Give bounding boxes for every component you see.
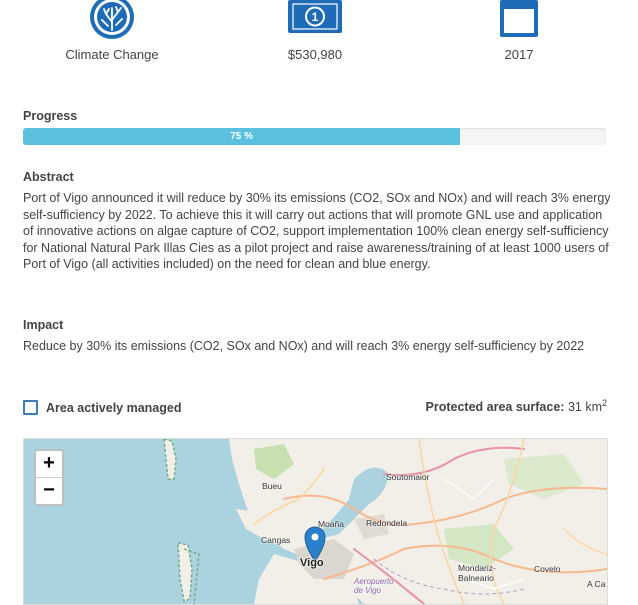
- map-label-redondela: Redondela: [366, 518, 408, 528]
- banknote-icon: [287, 0, 343, 40]
- map-label-covelo: Covelo: [534, 564, 561, 574]
- coral-icon: [89, 0, 135, 40]
- map-tiles[interactable]: [24, 439, 607, 604]
- map-label-aca: A Ca: [587, 579, 606, 589]
- zoom-in-button[interactable]: +: [36, 451, 62, 477]
- impact-heading: Impact: [23, 318, 64, 332]
- map-label-bueu: Bueu: [262, 481, 282, 491]
- stat-topic-label: Climate Change: [65, 47, 159, 62]
- area-managed-label: Area actively managed: [46, 400, 182, 415]
- zoom-control: [34, 449, 64, 506]
- progress-bar: [23, 128, 606, 145]
- map-label-cangas: Cangas: [261, 535, 291, 545]
- stat-year: [429, 0, 609, 62]
- map-label-aeropuerto: Aeropuerto de Vigo: [354, 577, 394, 595]
- area-managed-checkbox[interactable]: [23, 400, 38, 415]
- map-label-soutomaior: Soutomaior: [386, 472, 430, 482]
- zoom-out-button[interactable]: −: [36, 477, 62, 504]
- stats-row: [0, 0, 638, 70]
- stat-year-label: 2017: [504, 47, 534, 62]
- protected-surface: [426, 398, 608, 414]
- protected-surface-unit: 2: [601, 398, 607, 408]
- protected-surface-value: 31 km: [567, 400, 602, 415]
- stat-topic: [22, 0, 202, 62]
- map-label-moana: Moaña: [318, 519, 344, 529]
- svg-text:1: 1: [311, 10, 319, 24]
- abstract-text: Port of Vigo announced it will reduce by 30% its emissions (CO2, SOx and NOx) and will reach 3% energy self-sufficiency by 2022. To achieve this it will carry out actions that will promote GNL use and application of innovative actions on algae capture of CO2, support implementation 100% clean energy self-sufficiency for National Natural Park Illas Cies as a pilot project and raise awareness/training of at least 1000 users of Port of Vigo (all activities included) on the need for clean and blue energy.: [23, 191, 611, 271]
- progress-heading: Progress: [23, 109, 78, 123]
- stat-budget: [225, 0, 405, 62]
- map[interactable]: [23, 438, 608, 605]
- map-label-vigo: Vigo: [300, 557, 324, 569]
- calendar-icon: [497, 0, 541, 40]
- impact-text: Reduce by 30% its emissions (CO2, SOx and NOx) and will reach 3% energy self-sufficiency by 2022: [23, 339, 585, 353]
- protected-surface-label: Protected area surface:: [425, 400, 565, 415]
- abstract-heading: Abstract: [23, 170, 74, 184]
- progress-fill: 75 %: [23, 128, 460, 145]
- stat-budget-label: $530,980: [287, 47, 343, 62]
- area-managed-toggle[interactable]: [23, 400, 182, 415]
- map-label-mondariz: Mondariz- Balneario: [458, 563, 496, 583]
